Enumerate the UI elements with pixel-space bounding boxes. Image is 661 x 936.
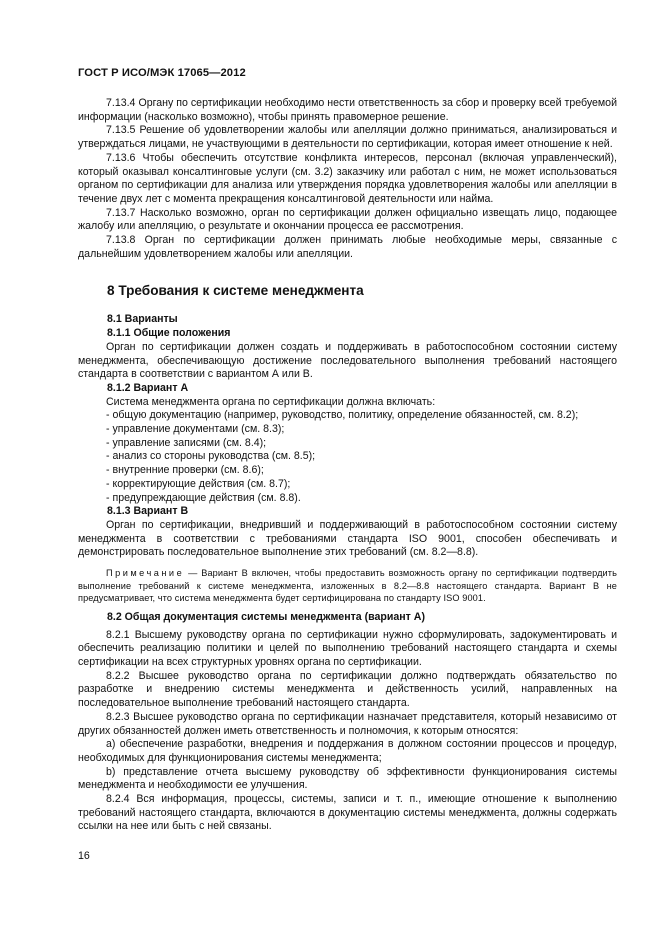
paragraph-8-2-3-a: а) обеспечение разработки, внедрения и поддержания в должном состоянии процессов и процедур, необходимых для функционирования системы менеджмента; — [78, 738, 617, 764]
list-item: - общую документацию (например, руководство, политику, определение обязанностей, см. 8.2); — [106, 409, 579, 422]
document-header: ГОСТ Р ИСО/МЭК 17065—2012 — [78, 67, 246, 79]
page-number: 16 — [78, 850, 90, 862]
list-item: - управление записями (см. 8.4); — [106, 436, 267, 449]
note-text: — Вариант В включен, чтобы предоставить возможность органу по сертификации подтвердить выполнение требований к системе менеджмента, изложенных в 8.2—8.8 настоящего стандарта. Вариант В не предусматривает, что система менеджмента будет сертифицирована по стандарту ISO 9001. — [78, 568, 617, 604]
list-item: - управление документами (см. 8.3); — [106, 423, 285, 436]
list-item: - анализ со стороны руководства (см. 8.5); — [106, 450, 316, 463]
note-paragraph — [78, 567, 617, 605]
paragraph-7-13-4: 7.13.4 Органу по сертификации необходимо нести ответственность за сбор и проверку всей требуемой информации (насколько возможно), чтобы принять правомерное решение. — [78, 97, 617, 123]
paragraph-8-2-3: 8.2.3 Высшее руководство органа по сертификации назначает представителя, который независимо от других обязанностей должен иметь ответственность и полномочия, к которым относятся: — [78, 710, 617, 737]
heading-8-1-1: 8.1.1 Общие положения — [107, 327, 231, 340]
paragraph-8-2-1: 8.2.1 Высшему руководству органа по сертификации нужно сформулировать, задокументировать и обеспечить реализацию политики и целей по выполнению требований настоящего стандарта и схемы сертификации на всех структурных уровнях органа по сертификации. — [78, 628, 617, 668]
paragraph-8-2-4: 8.2.4 Вся информация, процессы, системы, записи и т. п., имеющие отношение к выполнению требований настоящего стандарта, включаются в документацию системы менеджмента, должны содержать ссылки на нее или быть с ней связаны. — [78, 793, 617, 833]
list-item: - внутренние проверки (см. 8.6); — [106, 464, 264, 477]
heading-8-1-3: 8.1.3 Вариант В — [107, 505, 189, 518]
list-item: - корректирующие действия (см. 8.7); — [106, 477, 291, 490]
paragraph-7-13-5: 7.13.5 Решение об удовлетворении жалобы или апелляции должно приниматься, анализироваться и утверждаться лицами, не участвующими в деятельности по сертификации, которая имеет отношение к ней. — [78, 124, 617, 151]
paragraph-8-2-2: 8.2.2 Высшее руководство органа по сертификации должно подтверждать обязательство по разработке и внедрению системы менеджмента и действенность усилий, направленных на последовательное выполнение требований настоящего стандарта. — [78, 669, 617, 710]
heading-8-2: 8.2 Общая документация системы менеджмента (вариант А) — [107, 610, 425, 623]
paragraph-8-1-2: Система менеджмента органа по сертификации должна включать: — [106, 395, 436, 408]
list-variant-a — [78, 409, 617, 505]
heading-8-1: 8.1 Варианты — [107, 313, 178, 326]
paragraph-7-13-8: 7.13.8 Орган по сертификации должен принимать любые необходимые меры, связанные с дальнейшим удовлетворением жалобы или апелляции. — [78, 234, 617, 260]
note-label: Примечание — [106, 568, 185, 579]
page-content — [78, 97, 617, 834]
paragraph-8-2-3-b: b) представление отчета высшему руководству об эффективности функционирования системы менеджмента и необходимости ее улучшения. — [78, 765, 617, 792]
paragraph-7-13-7: 7.13.7 Насколько возможно, орган по сертификации должен официально извещать лицо, подающее жалобу или апелляцию, о результате и окончании процесса ее рассмотрения. — [78, 206, 617, 233]
heading-8-1-2: 8.1.2 Вариант А — [107, 381, 189, 394]
paragraph-8-1-1: Орган по сертификации должен создать и поддерживать в работоспособном состоянии систему менеджмента, обеспечивающую достижение последовательного выполнения требований настоящего стандарта в соответствии с вариантом А или В. — [78, 340, 617, 381]
paragraph-8-1-3: Орган по сертификации, внедривший и поддерживающий в работоспособном состоянии систему менеджмента в соответствии с требованиями стандарта ISO 9001, способен обеспечивать и демонстрировать последовательное выполнение этих требований (см. 8.2—8.8). — [78, 518, 617, 559]
list-item: - предупреждающие действия (см. 8.8). — [106, 491, 301, 504]
section-8-heading: 8 Требования к системе менеджмента — [107, 283, 364, 299]
paragraph-7-13-6: 7.13.6 Чтобы обеспечить отсутствие конфликта интересов, персонал (включая управленческий), который оказывал консалтинговые услуги (см. 3.2) заказчику или работал с ним, не может использоваться органом по сертификации для анализа или утверждения порядка удовлетворения жалобы или апелляции в течение двух лет с момента прекращения консалтинговой деятельности или найма. — [78, 151, 617, 205]
